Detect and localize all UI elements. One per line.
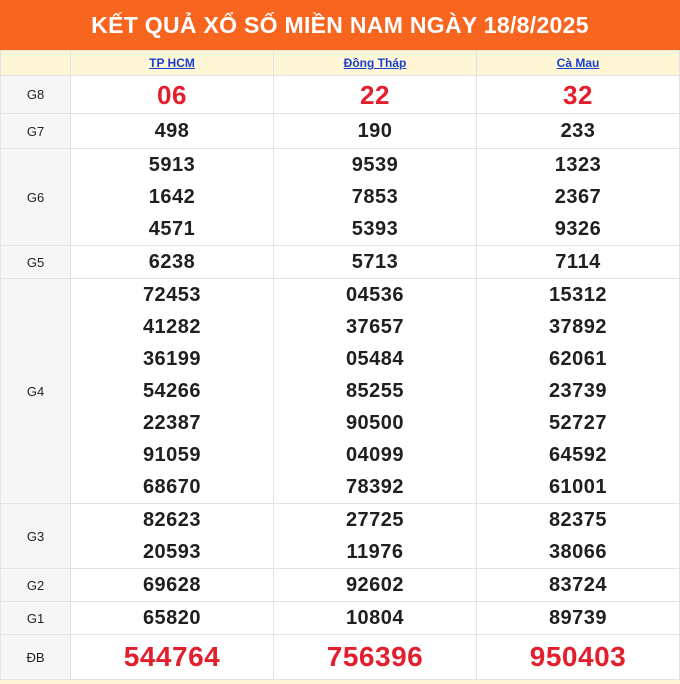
result-number: 64592	[548, 444, 608, 466]
result-cell	[71, 504, 274, 569]
result-number: 83724	[548, 574, 608, 596]
special-prize-number: 950403	[529, 641, 627, 672]
prize-label: G1	[1, 602, 71, 635]
result-cell	[274, 635, 477, 680]
prize-row	[1, 76, 680, 114]
result-number: 06	[157, 79, 187, 110]
result-number: 37892	[548, 316, 608, 338]
result-number: 2367	[554, 186, 602, 208]
result-cell	[477, 602, 680, 635]
result-number: 6238	[148, 251, 196, 273]
result-cell	[71, 635, 274, 680]
result-cell	[477, 149, 680, 246]
result-number: 1323	[554, 154, 602, 176]
result-number: 41282	[142, 316, 202, 338]
result-number: 37657	[345, 316, 405, 338]
prize-label: G5	[1, 246, 71, 279]
result-cell	[274, 602, 477, 635]
result-number: 82375	[548, 509, 608, 531]
result-number: 27725	[345, 509, 405, 531]
province-header	[71, 51, 274, 76]
result-number: 22387	[142, 412, 202, 434]
result-cell	[274, 504, 477, 569]
prize-label: G7	[1, 114, 71, 149]
result-cell	[477, 569, 680, 602]
header-corner	[1, 51, 71, 76]
result-cell	[274, 76, 477, 114]
title-banner	[0, 0, 680, 50]
prize-row	[1, 149, 680, 246]
result-cell	[71, 149, 274, 246]
province-link-tp-hcm[interactable]: TP HCM	[149, 56, 195, 70]
result-number: 04536	[345, 284, 405, 306]
prize-row	[1, 602, 680, 635]
prize-label: G4	[1, 279, 71, 504]
prize-label: G2	[1, 569, 71, 602]
result-cell	[274, 279, 477, 504]
result-number: 89739	[548, 607, 608, 629]
result-number: 9539	[351, 154, 399, 176]
result-number: 38066	[548, 541, 608, 563]
result-cell	[71, 602, 274, 635]
prize-label: ĐB	[1, 635, 71, 680]
result-number: 68670	[142, 476, 202, 498]
result-cell	[477, 246, 680, 279]
result-cell	[477, 504, 680, 569]
result-number: 52727	[548, 412, 608, 434]
result-number: 54266	[142, 380, 202, 402]
prize-row	[1, 279, 680, 504]
page-title: KẾT QUẢ XỔ SỐ MIỀN NAM NGÀY 18/8/2025	[91, 11, 589, 38]
table-header-row	[1, 51, 680, 76]
result-number: 5393	[351, 218, 399, 240]
result-number: 190	[357, 120, 393, 142]
result-number: 05484	[345, 348, 405, 370]
result-number: 20593	[142, 541, 202, 563]
result-number: 92602	[345, 574, 405, 596]
result-cell	[274, 114, 477, 149]
province-link-ca-mau[interactable]: Cà Mau	[556, 56, 600, 70]
result-number: 5713	[351, 251, 399, 273]
result-number: 23739	[548, 380, 608, 402]
result-number: 69628	[142, 574, 202, 596]
result-cell	[71, 569, 274, 602]
special-prize-number: 756396	[326, 641, 424, 672]
result-cell	[71, 114, 274, 149]
result-number: 233	[560, 120, 596, 142]
result-number: 7853	[351, 186, 399, 208]
result-cell	[274, 569, 477, 602]
province-header	[477, 51, 680, 76]
result-number: 10804	[345, 607, 405, 629]
result-cell	[274, 149, 477, 246]
prize-row	[1, 114, 680, 149]
result-number: 9326	[554, 218, 602, 240]
results-table	[0, 50, 680, 680]
result-number: 5913	[148, 154, 196, 176]
result-number: 72453	[142, 284, 202, 306]
result-number: 04099	[345, 444, 405, 466]
result-number: 32	[563, 79, 593, 110]
result-number: 91059	[142, 444, 202, 466]
prize-row	[1, 569, 680, 602]
prize-row	[1, 504, 680, 569]
result-number: 4571	[148, 218, 196, 240]
result-cell	[71, 246, 274, 279]
result-number: 7114	[555, 251, 601, 273]
result-cell	[477, 635, 680, 680]
result-number: 15312	[548, 284, 608, 306]
result-number: 61001	[548, 476, 608, 498]
result-cell	[477, 279, 680, 504]
result-number: 1642	[148, 186, 196, 208]
result-cell	[71, 76, 274, 114]
province-link-dong-thap[interactable]: Đồng Tháp	[343, 56, 407, 70]
result-cell	[71, 279, 274, 504]
result-number: 36199	[142, 348, 202, 370]
result-number: 78392	[345, 476, 405, 498]
prize-label: G6	[1, 149, 71, 246]
result-cell	[477, 76, 680, 114]
result-number: 82623	[142, 509, 202, 531]
footer-band	[0, 680, 680, 684]
result-number: 22	[360, 79, 390, 110]
result-number: 11976	[346, 541, 404, 563]
result-number: 498	[154, 120, 190, 142]
result-cell	[477, 114, 680, 149]
prize-label: G8	[1, 76, 71, 114]
special-prize-number: 544764	[123, 641, 221, 672]
result-cell	[274, 246, 477, 279]
province-header	[274, 51, 477, 76]
result-number: 85255	[345, 380, 405, 402]
prize-row	[1, 246, 680, 279]
result-number: 90500	[345, 412, 405, 434]
result-number: 62061	[548, 348, 608, 370]
prize-label: G3	[1, 504, 71, 569]
result-number: 65820	[142, 607, 202, 629]
prize-row	[1, 635, 680, 680]
